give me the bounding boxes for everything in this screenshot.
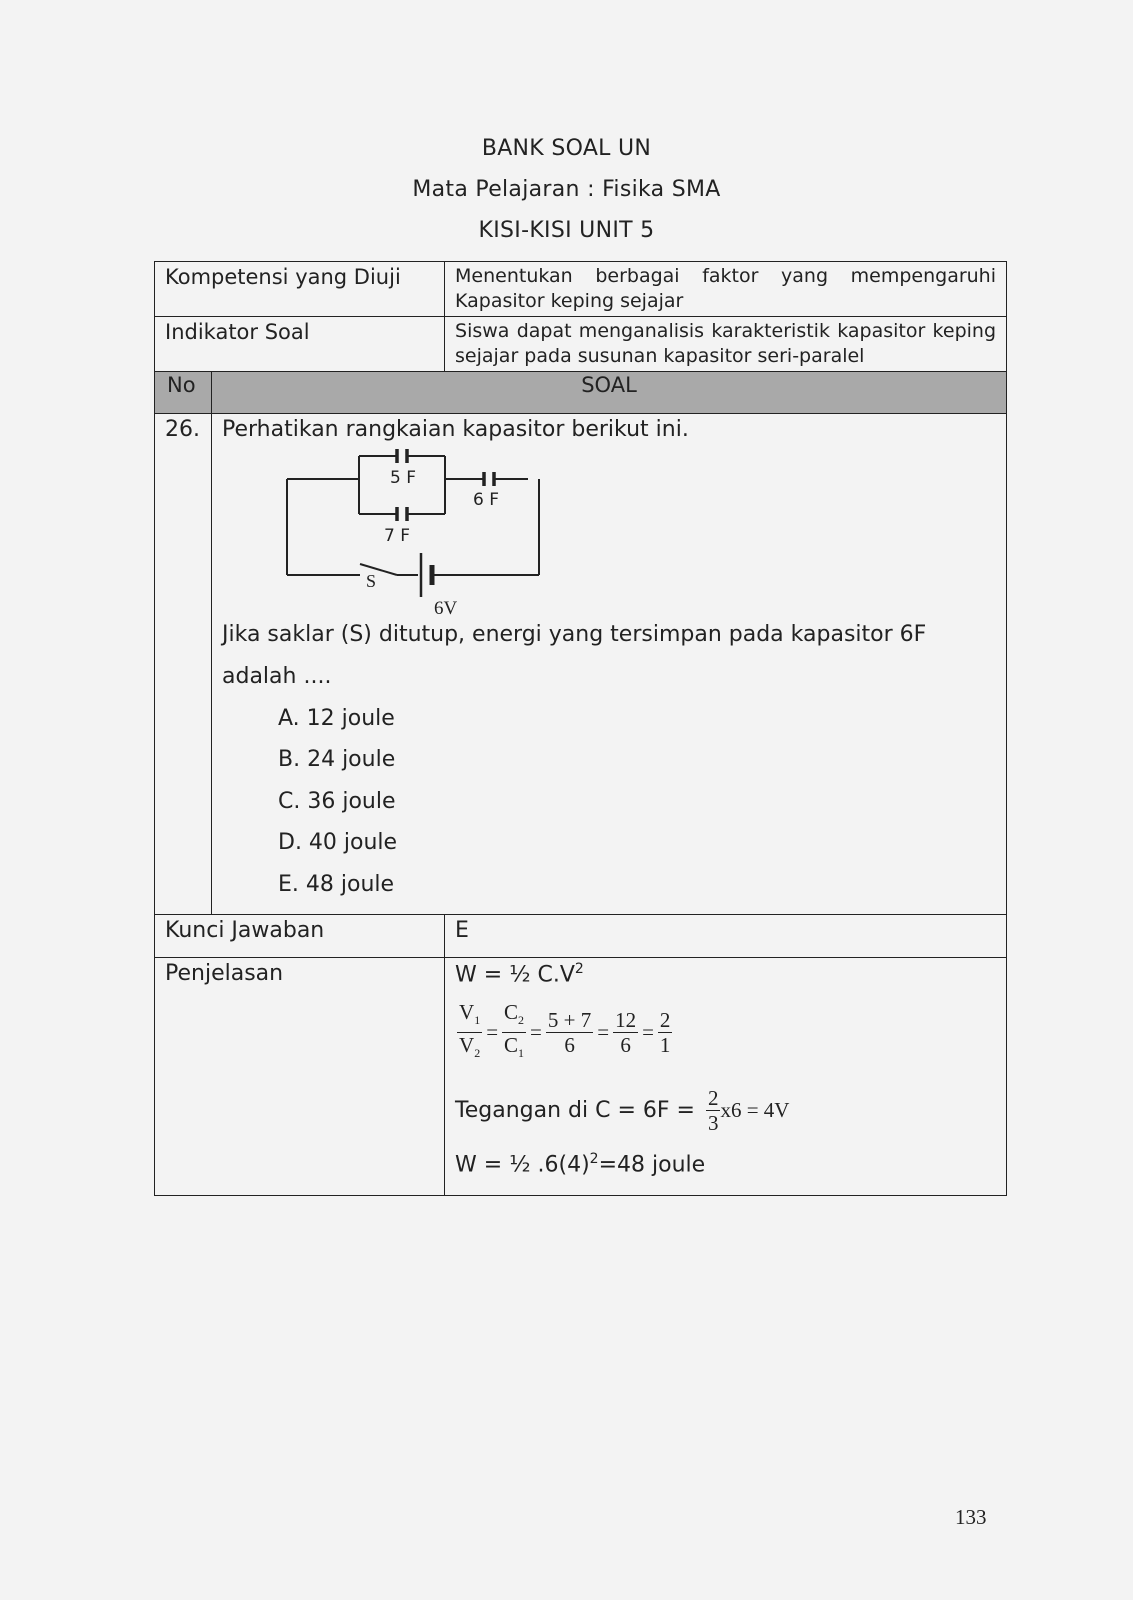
capacitor-circuit-diagram [282, 448, 562, 618]
kisi-table [154, 261, 1007, 1196]
indikator-value: Siswa dapat menganalisis karakteristik kapasitor keping sejajar pada susunan kapasitor seri-paralel [455, 320, 997, 367]
fraction-c2-c1: $\frac{C_2}{C_1}$ [504, 1000, 525, 1061]
energy-result [455, 1151, 705, 1177]
penjelasan-body [445, 958, 1006, 1194]
voltage-calculation [455, 1086, 789, 1135]
voltage-calc-result: x6 = 4V [720, 1098, 790, 1122]
voltage-ratio [457, 1000, 672, 1065]
soal-header: SOAL [581, 373, 637, 397]
equals-sign: = [597, 1020, 610, 1045]
penjelasan-label: Penjelasan [165, 961, 284, 986]
question-body [212, 414, 1006, 913]
energy-result-value: =48 joule [598, 1152, 706, 1178]
indikator-label: Indikator Soal [165, 320, 310, 344]
option-b: B. 24 joule [278, 747, 396, 772]
cap-7f-label: 7 F [384, 526, 410, 546]
kunci-value: E [455, 918, 469, 943]
soal-header-row [155, 372, 1007, 414]
option-c: C. 36 joule [278, 789, 396, 814]
energy-result-text: W = ½ .6(4) [455, 1152, 590, 1178]
option-a: A. 12 joule [278, 706, 395, 731]
penjelasan-row [155, 958, 1007, 1196]
kunci-row [155, 915, 1007, 958]
question-line-2: adalah .... [222, 664, 332, 689]
energy-result-exp: 2 [589, 1151, 599, 1167]
fraction-sum: $\frac{5 + 7}{6}$ [547, 1008, 592, 1058]
question-number: 26. [165, 417, 200, 442]
question-line-1: Jika saklar (S) ditutup, energi yang tersimpan pada kapasitor 6F [222, 622, 927, 647]
question-intro: Perhatikan rangkaian kapasitor berikut ini. [222, 417, 689, 442]
kunci-label: Kunci Jawaban [165, 918, 325, 943]
kompetensi-label: Kompetensi yang Diuji [165, 265, 401, 289]
kompetensi-row [155, 262, 1007, 317]
page-number: 133 [955, 1505, 987, 1529]
equals-sign: = [642, 1020, 654, 1045]
energy-formula-exp: 2 [574, 961, 584, 977]
energy-formula-text: W = ½ C.V [455, 962, 575, 988]
cap-5f-label: 5 F [390, 468, 416, 488]
indikator-row [155, 317, 1007, 372]
no-header: No [167, 373, 196, 397]
question-row [155, 414, 1007, 915]
cap-6f-label: 6 F [473, 490, 499, 510]
option-d: D. 40 joule [278, 830, 398, 855]
switch-label: S [366, 571, 377, 591]
equals-sign: = [486, 1020, 499, 1045]
unit-line: KISI-KISI UNIT 5 [478, 218, 655, 243]
subject-line: Mata Pelajaran : Fisika SMA [412, 177, 721, 202]
energy-formula [455, 961, 584, 987]
equals-sign: = [530, 1020, 542, 1045]
kompetensi-value: Menentukan berbagai faktor yang mempengaruhi Kapasitor keping sejajar [455, 265, 997, 312]
fraction-2-1: $\frac{2}{1}$ [659, 1008, 671, 1058]
voltage-calc-text: Tegangan di C = 6F = [455, 1098, 695, 1123]
option-e: E. 48 joule [278, 872, 395, 897]
doc-title: BANK SOAL UN [481, 136, 652, 161]
fraction-2-3: $\frac{2}{3}$ [707, 1086, 719, 1135]
battery-label: 6V [434, 598, 458, 618]
fraction-12-6: $\frac{12}{6}$ [615, 1008, 637, 1058]
fraction-v1-v2: $\frac{V_1}{V_2}$ [459, 1000, 481, 1061]
